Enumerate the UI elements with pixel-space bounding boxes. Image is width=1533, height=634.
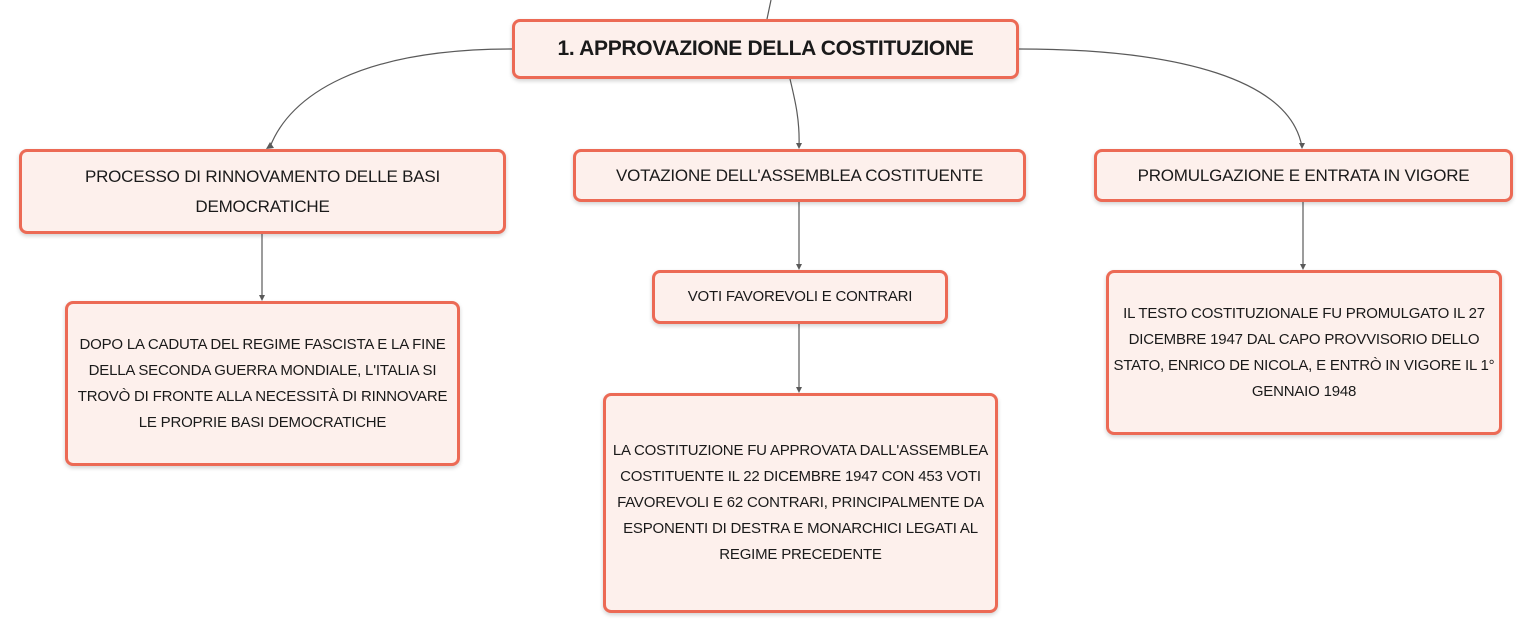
connector-root-to-processo — [270, 49, 512, 147]
topic-promulgazione[interactable] — [1094, 149, 1513, 202]
central-topic[interactable] — [512, 19, 1019, 79]
subtopic-label: IL TESTO COSTITUZIONALE FU PROMULGATO IL 27 DICEMBRE 1947 DAL CAPO PROVVISORIO DELLO STATO, ENRICO DE NICOLA, E ENTRÒ IN VIGORE IL 1° GENNAIO 1948 — [1113, 304, 1495, 400]
arrowhead-processo — [266, 142, 274, 149]
subtopic-approvazione-22-dicembre[interactable] — [603, 393, 998, 613]
subtopic-voti-favorevoli-contrari[interactable] — [652, 270, 948, 324]
subtopic-label: LA COSTITUZIONE FU APPROVATA DALL'ASSEMBLEA COSTITUENTE IL 22 DICEMBRE 1947 CON 453 VOTI FAVOREVOLI E 62 CONTRARI, PRINCIPALMENTE DA ESPONENTI DI DESTRA E MONARCHICI LEGATI AL REGIME PRECEDENTE — [612, 442, 989, 563]
central-topic-label: 1. APPROVAZIONE DELLA COSTITUZIONE — [557, 37, 974, 60]
subtopic-label: VOTI FAVOREVOLI E CONTRARI — [687, 288, 913, 305]
connector-parent-to-root — [767, 0, 771, 19]
subtopic-label: DOPO LA CADUTA DEL REGIME FASCISTA E LA FINE DELLA SECONDA GUERRA MONDIALE, L'ITALIA SI TROVÒ DI FRONTE ALLA NECESSITÀ DI RINNOVARE LE PROPRIE BASI DEMOCRATICHE — [77, 335, 448, 431]
topic-label: VOTAZIONE DELL'ASSEMBLEA COSTITUENTE — [616, 165, 983, 185]
topic-label: PROCESSO DI RINNOVAMENTO DELLE BASI DEMOCRATICHE — [84, 166, 441, 216]
subtopic-caduta-regime[interactable] — [65, 301, 460, 466]
topic-processo-rinnovamento[interactable] — [19, 149, 506, 234]
connector-root-to-votazione — [790, 79, 799, 147]
subtopic-testo-promulgato[interactable] — [1106, 270, 1502, 435]
topic-label: PROMULGAZIONE E ENTRATA IN VIGORE — [1137, 165, 1470, 185]
topic-votazione-assemblea[interactable] — [573, 149, 1026, 202]
connector-root-to-promulgazione — [1019, 49, 1302, 147]
